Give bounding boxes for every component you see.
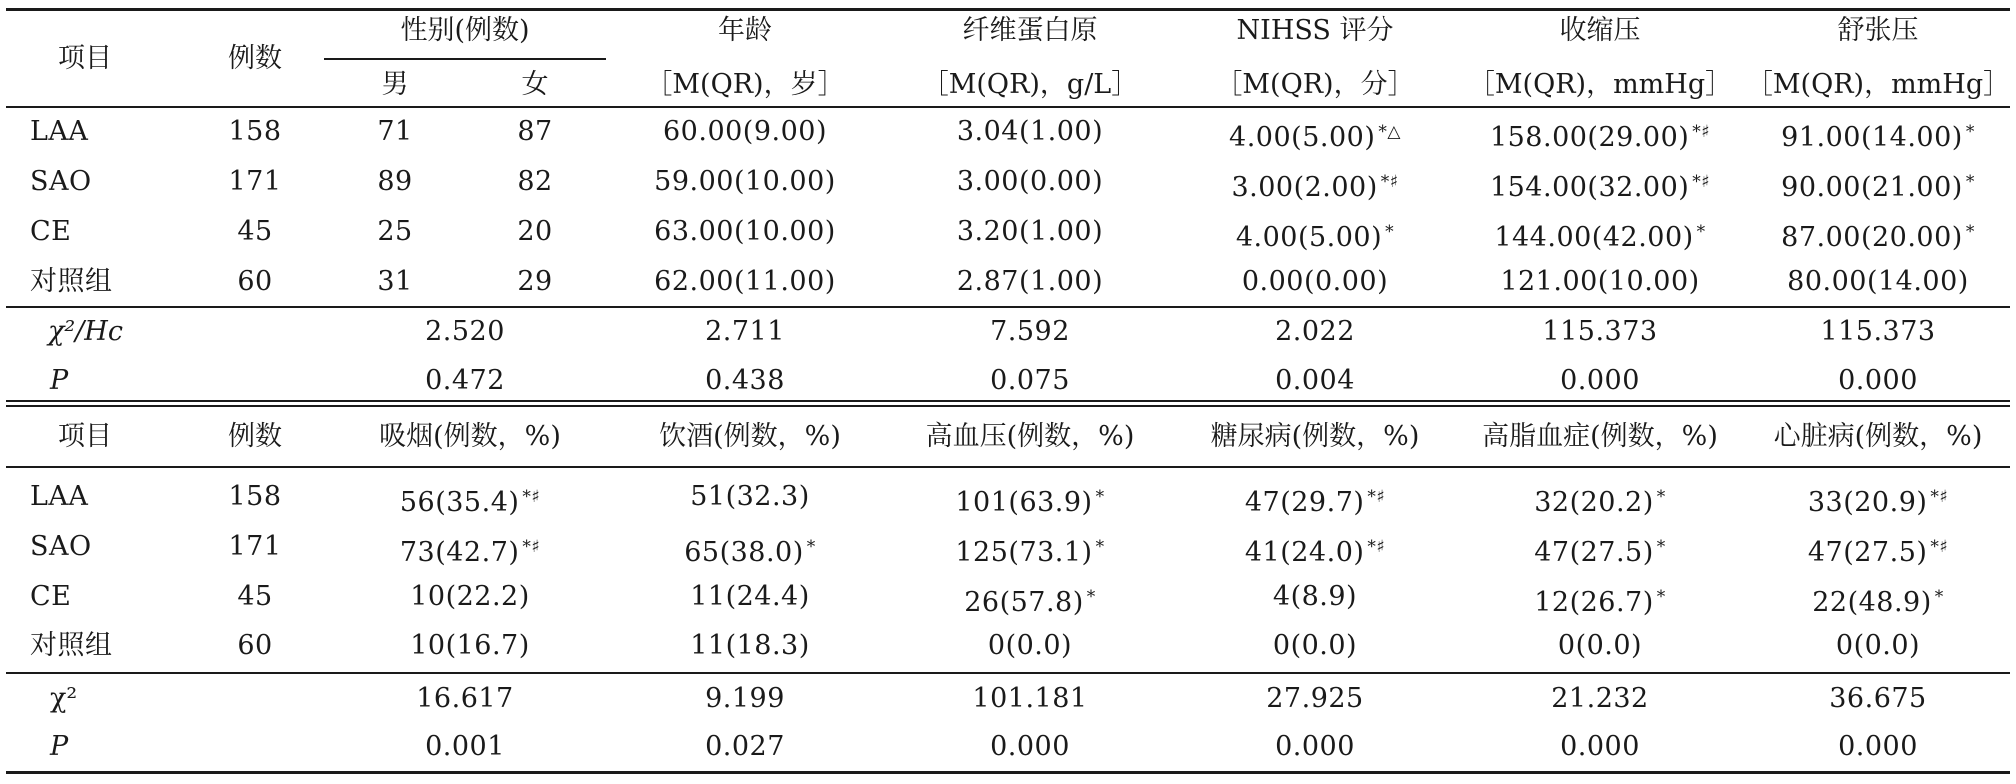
header-sbp-unit: ［M(QR)，mmHg］ <box>1467 69 1733 100</box>
gender-group-rule <box>324 58 606 60</box>
cell-value: 82 <box>517 166 553 197</box>
p-value: 0.075 <box>990 365 1070 396</box>
table-cell <box>480 163 590 201</box>
significance-mark: * <box>1696 222 1706 242</box>
table-cell <box>620 263 870 301</box>
table-cell <box>340 578 600 616</box>
cell-value: 4.00(5.00) <box>1235 222 1383 253</box>
cell-value: 2.87(1.00) <box>956 266 1104 297</box>
p-value: 0.000 <box>1560 731 1640 762</box>
cell-value: 73(42.7) <box>399 537 520 568</box>
bottom-rule <box>6 771 2010 774</box>
table-cell <box>340 113 450 151</box>
cell-value: 158 <box>228 116 282 147</box>
header-rule-2 <box>6 466 2010 468</box>
table-cell <box>30 578 170 616</box>
cell-value: 0.00(0.00) <box>1241 266 1389 297</box>
table-cell <box>1740 213 2016 251</box>
cell-value: 125(73.1) <box>955 537 1093 568</box>
cell-value: 20 <box>517 216 553 247</box>
table-cell <box>1740 627 2016 665</box>
cell-value: 60 <box>237 266 273 297</box>
p-value: 0.000 <box>1838 731 1918 762</box>
cell-value: 87 <box>517 116 553 147</box>
table-cell <box>900 578 1160 616</box>
test-statistic: 7.592 <box>990 316 1070 347</box>
table-cell <box>1455 213 1745 251</box>
test-statistic: 9.199 <box>705 683 785 714</box>
table-cell <box>1185 578 1445 616</box>
cell-value: 4(8.9) <box>1272 581 1358 612</box>
cell-value: 25 <box>377 216 413 247</box>
p-value: 0.000 <box>990 731 1070 762</box>
test-statistic: 101.181 <box>972 683 1088 714</box>
table-cell <box>900 528 1160 566</box>
table-cell <box>620 163 870 201</box>
table-cell <box>1455 163 1745 201</box>
table-cell <box>900 478 1160 516</box>
test-statistic: 2.520 <box>425 316 505 347</box>
significance-mark: *♯ <box>522 537 541 557</box>
cell-value: CE <box>30 216 72 247</box>
table-cell <box>1185 478 1445 516</box>
table-cell <box>30 213 170 251</box>
table-cell <box>200 528 310 566</box>
test-statistic: 2.711 <box>705 316 785 347</box>
significance-mark: * <box>1965 172 1975 192</box>
table-cell <box>30 113 170 151</box>
table-cell <box>1455 627 1745 665</box>
cell-value: 51(32.3) <box>690 481 810 512</box>
p-label-1: P <box>50 365 69 396</box>
significance-mark: *♯ <box>1367 537 1386 557</box>
table-cell <box>200 113 310 151</box>
test-statistic: 36.675 <box>1829 683 1927 714</box>
table-cell <box>900 163 1160 201</box>
significance-mark: * <box>1965 122 1975 142</box>
p-value: 0.000 <box>1560 365 1640 396</box>
cell-value: 41(24.0) <box>1244 537 1365 568</box>
cell-value: 29 <box>517 266 553 297</box>
significance-mark: *♯ <box>1930 537 1949 557</box>
significance-mark: * <box>1385 222 1395 242</box>
p-value: 0.000 <box>1838 365 1918 396</box>
cell-value: 101(63.9) <box>955 487 1093 518</box>
top-rule <box>6 8 2010 11</box>
cell-value: 63.00(10.00) <box>654 216 836 247</box>
cell-value: 47(27.5) <box>1807 537 1928 568</box>
header-fibrinogen: 纤维蛋白原 <box>962 15 1098 46</box>
header2-heart-disease: 心脏病(例数，%) <box>1773 421 1983 452</box>
cell-value: 0(0.0) <box>987 630 1073 661</box>
stat-label-1 <box>48 313 188 351</box>
table-cell <box>1740 263 2016 301</box>
header-dbp: 舒张压 <box>1837 15 1919 46</box>
cell-value: 3.04(1.00) <box>956 116 1104 147</box>
header2-hypertension: 高血压(例数，%) <box>925 421 1135 452</box>
test-statistic: 21.232 <box>1551 683 1649 714</box>
table-cell <box>200 163 310 201</box>
table-cell <box>900 113 1160 151</box>
table-cell <box>30 528 170 566</box>
header-age-unit: ［M(QR)，岁］ <box>645 69 845 100</box>
significance-mark: * <box>1965 222 1975 242</box>
significance-mark: *♯ <box>1367 487 1386 507</box>
significance-mark: *♯ <box>1692 172 1711 192</box>
cell-value: 3.00(2.00) <box>1231 172 1378 203</box>
table-cell <box>480 113 590 151</box>
cell-value: 158 <box>228 481 282 512</box>
table-cell <box>1455 528 1745 566</box>
cell-value: 22(48.9) <box>1812 587 1932 618</box>
cell-value: 171 <box>228 166 282 197</box>
test-statistic: 27.925 <box>1266 683 1364 714</box>
table-cell <box>200 578 310 616</box>
cell-value: 26(57.8) <box>964 587 1084 618</box>
table-cell <box>620 578 880 616</box>
significance-mark: * <box>1095 487 1105 507</box>
table-cell <box>340 163 450 201</box>
header-nihss: NIHSS 评分 <box>1236 15 1394 46</box>
table-cell <box>620 478 880 516</box>
cell-value: 对照组 <box>30 630 113 661</box>
cell-value: 121.00(10.00) <box>1500 266 1700 297</box>
header2-count: 例数 <box>228 421 282 452</box>
table-cell <box>1185 213 1445 251</box>
header-fibrinogen-unit: ［M(QR)，g/L］ <box>921 69 1139 100</box>
header-sbp: 收缩压 <box>1559 15 1641 46</box>
significance-mark: *♯ <box>1930 487 1949 507</box>
stat-label-2-text: χ² <box>50 683 78 714</box>
header-count: 例数 <box>228 43 282 74</box>
test-statistic: 115.373 <box>1542 316 1658 347</box>
cell-value: 80.00(14.00) <box>1787 266 1969 297</box>
header-item: 项目 <box>58 43 112 74</box>
table-cell <box>1185 528 1445 566</box>
cell-value: 0(0.0) <box>1835 630 1921 661</box>
p-value: 0.438 <box>705 365 785 396</box>
significance-mark: * <box>1656 587 1666 607</box>
cell-value: 32(20.2) <box>1534 487 1654 518</box>
cell-value: 158.00(29.00) <box>1489 122 1690 153</box>
significance-mark: * <box>806 537 816 557</box>
cell-value: 90.00(21.00) <box>1781 172 1963 203</box>
cell-value: 71 <box>377 116 413 147</box>
table-cell <box>200 478 310 516</box>
stats-rule-2 <box>6 672 2010 674</box>
test-statistic: 115.373 <box>1820 316 1936 347</box>
table-cell <box>1185 163 1445 201</box>
header-gender: 性别(例数) <box>400 15 530 46</box>
p-value: 0.000 <box>1275 731 1355 762</box>
cell-value: LAA <box>30 116 89 147</box>
table-cell <box>620 213 870 251</box>
cell-value: 0(0.0) <box>1272 630 1358 661</box>
header2-drinking: 饮酒(例数，%) <box>659 421 841 452</box>
table-cell <box>340 627 600 665</box>
cell-value: 60 <box>237 630 273 661</box>
table-cell <box>900 263 1160 301</box>
cell-value: 3.20(1.00) <box>956 216 1104 247</box>
cell-value: 对照组 <box>30 266 113 297</box>
table-cell <box>30 478 170 516</box>
cell-value: 56(35.4) <box>399 487 520 518</box>
significance-mark: *△ <box>1378 122 1401 142</box>
header2-diabetes: 糖尿病(例数，%) <box>1210 421 1420 452</box>
table-cell <box>1455 578 1745 616</box>
header2-item: 项目 <box>58 421 112 452</box>
header-female: 女 <box>521 69 549 100</box>
p-value: 0.027 <box>705 731 785 762</box>
table-cell <box>480 263 590 301</box>
table-cell <box>340 478 600 516</box>
table-cell <box>1740 578 2016 616</box>
table-cell <box>1740 163 2016 201</box>
cell-value: 91.00(14.00) <box>1781 122 1963 153</box>
p-label-2: P <box>50 731 69 762</box>
cell-value: 33(20.9) <box>1807 487 1928 518</box>
table-cell <box>1455 478 1745 516</box>
table-cell <box>620 627 880 665</box>
stats-rule-1 <box>6 306 2010 308</box>
header2-hyperlipidemia: 高脂血症(例数，%) <box>1482 421 1718 452</box>
table-cell <box>1740 113 2016 151</box>
significance-mark: * <box>1934 587 1944 607</box>
table-cell <box>1740 528 2016 566</box>
cell-value: 47(27.5) <box>1534 537 1654 568</box>
cell-value: 45 <box>237 581 273 612</box>
significance-mark: *♯ <box>1692 122 1711 142</box>
header-rule <box>6 106 2010 108</box>
cell-value: 11(18.3) <box>690 630 810 661</box>
header-age: 年龄 <box>718 15 772 46</box>
cell-value: SAO <box>30 531 92 562</box>
table-cell <box>200 213 310 251</box>
cell-value: 47(29.7) <box>1244 487 1365 518</box>
significance-mark: * <box>1656 487 1666 507</box>
cell-value: 89 <box>377 166 413 197</box>
significance-mark: * <box>1095 537 1105 557</box>
cell-value: 11(24.4) <box>690 581 810 612</box>
cell-value: SAO <box>30 166 92 197</box>
cell-value: 60.00(9.00) <box>663 116 827 147</box>
stat-label-1-text: χ²/Hc <box>48 316 123 347</box>
cell-value: 59.00(10.00) <box>654 166 836 197</box>
table-cell <box>900 627 1160 665</box>
table-cell <box>480 213 590 251</box>
p-value: 0.472 <box>425 365 505 396</box>
cell-value: 62.00(11.00) <box>654 266 836 297</box>
header2-smoking: 吸烟(例数，%) <box>379 421 561 452</box>
header-male: 男 <box>381 69 409 100</box>
cell-value: 144.00(42.00) <box>1494 222 1694 253</box>
significance-mark: * <box>1656 537 1666 557</box>
table-cell <box>1185 263 1445 301</box>
table-cell <box>620 528 880 566</box>
cell-value: 10(22.2) <box>410 581 530 612</box>
significance-mark: * <box>1086 587 1096 607</box>
cell-value: LAA <box>30 481 89 512</box>
table-cell <box>1455 113 1745 151</box>
cell-value: 171 <box>228 531 282 562</box>
test-statistic: 16.617 <box>416 683 514 714</box>
section-double-rule-bottom <box>6 405 2010 407</box>
table-cell <box>340 528 600 566</box>
p-value: 0.004 <box>1275 365 1355 396</box>
table-cell <box>30 263 170 301</box>
header-nihss-unit: ［M(QR)，分］ <box>1215 69 1415 100</box>
cell-value: 154.00(32.00) <box>1489 172 1690 203</box>
significance-mark: *♯ <box>522 487 541 507</box>
significance-mark: *♯ <box>1380 172 1399 192</box>
table-cell <box>30 627 170 665</box>
stat-label-2 <box>50 680 150 718</box>
section-double-rule-top <box>6 400 2010 402</box>
table-cell <box>620 113 870 151</box>
table-cell <box>200 627 310 665</box>
p-value: 0.001 <box>425 731 505 762</box>
cell-value: 10(16.7) <box>410 630 530 661</box>
table-cell <box>340 213 450 251</box>
table-cell <box>1740 478 2016 516</box>
cell-value: 4.00(5.00) <box>1229 122 1376 153</box>
cell-value: CE <box>30 581 72 612</box>
cell-value: 65(38.0) <box>684 537 804 568</box>
cell-value: 3.00(0.00) <box>956 166 1104 197</box>
table-cell <box>30 163 170 201</box>
cell-value: 45 <box>237 216 273 247</box>
cell-value: 0(0.0) <box>1557 630 1643 661</box>
cell-value: 87.00(20.00) <box>1781 222 1963 253</box>
table-cell <box>200 263 310 301</box>
cell-value: 12(26.7) <box>1534 587 1654 618</box>
table-cell <box>1185 113 1445 151</box>
table-cell <box>1185 627 1445 665</box>
table-cell <box>1455 263 1745 301</box>
cell-value: 31 <box>377 266 413 297</box>
table-cell <box>900 213 1160 251</box>
header-dbp-unit: ［M(QR)，mmHg］ <box>1745 69 2011 100</box>
test-statistic: 2.022 <box>1275 316 1355 347</box>
table-cell <box>340 263 450 301</box>
